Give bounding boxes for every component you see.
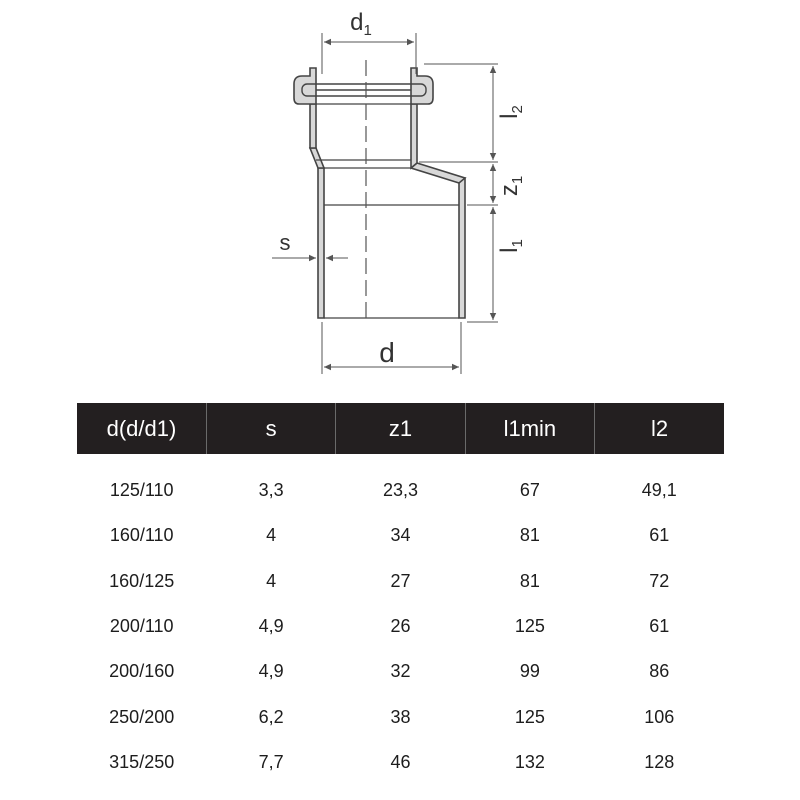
cell-s: 3,3 [258,480,284,501]
cell-l2: 128 [644,751,675,772]
label-d: d [379,337,395,368]
spec-table-body [77,454,724,785]
header-l2: l2 [595,403,724,454]
cell-s: 4 [266,570,277,591]
label-s: s [279,230,291,255]
cell-l2: 61 [649,616,670,637]
table-row [77,649,724,694]
cell-d: 160/110 [109,525,174,546]
transition-left [310,148,324,168]
label-l1: $l_1$ [496,239,526,253]
cell-z1: 32 [390,661,411,682]
label-d1: $d_1$ [350,9,372,39]
socket-bead-left [294,68,316,104]
spec-table [77,403,724,785]
cell-d: 250/200 [109,706,175,727]
header-l1min: l1min [465,403,594,454]
table-row [77,740,724,785]
cell-z1: 34 [390,525,411,546]
cell-l2: 86 [649,661,670,682]
cell-l1min: 81 [519,525,540,546]
header-z1: z1 [336,403,465,454]
header-s: s [206,403,335,454]
cell-l1min: 67 [519,480,540,501]
cell-l1min: 81 [519,570,540,591]
header-d: d(d/d1) [77,403,206,454]
cell-l1min: 125 [514,706,545,727]
cell-z1: 38 [390,706,411,727]
table-row [77,694,724,739]
cell-l1min: 99 [519,661,540,682]
label-z1: $z_1$ [496,175,526,197]
sealing-ring [302,84,426,96]
table-row [77,559,724,604]
left-wall-large [318,168,324,318]
spec-table-header [77,403,724,454]
cell-l2: 72 [649,570,670,591]
cell-d: 125/110 [109,480,174,501]
dim-d1 [322,33,416,74]
cell-l1min: 132 [514,751,545,772]
cell-l2: 61 [649,525,670,546]
cell-s: 4,9 [258,616,284,637]
cell-s: 4 [266,525,277,546]
cell-z1: 46 [390,751,411,772]
socket-bead-right [411,68,433,104]
transition-right [411,163,465,183]
table-row [77,454,724,513]
cell-z1: 27 [390,570,411,591]
inner-contours [316,104,459,318]
dim-z1 [467,164,498,205]
dim-l1 [467,207,498,322]
cell-l2: 106 [644,706,675,727]
pipe-walls [294,68,465,318]
cell-z1: 26 [390,616,411,637]
right-wall-socket [411,104,417,168]
cell-s: 6,2 [258,706,284,727]
right-wall-large [459,178,465,318]
table-row [77,513,724,558]
left-wall-socket [310,104,316,148]
label-l2: $l_2$ [496,105,526,119]
cell-d: 200/160 [109,661,175,682]
cell-l1min: 125 [514,616,545,637]
cell-d: 160/125 [109,570,175,591]
cell-l2: 49,1 [641,480,677,501]
cell-z1: 23,3 [382,480,418,501]
table-row [77,604,724,649]
cell-s: 7,7 [258,751,284,772]
cell-d: 200/110 [109,616,174,637]
cell-s: 4,9 [258,661,284,682]
header-row [77,403,724,454]
cell-d: 315/250 [109,751,175,772]
